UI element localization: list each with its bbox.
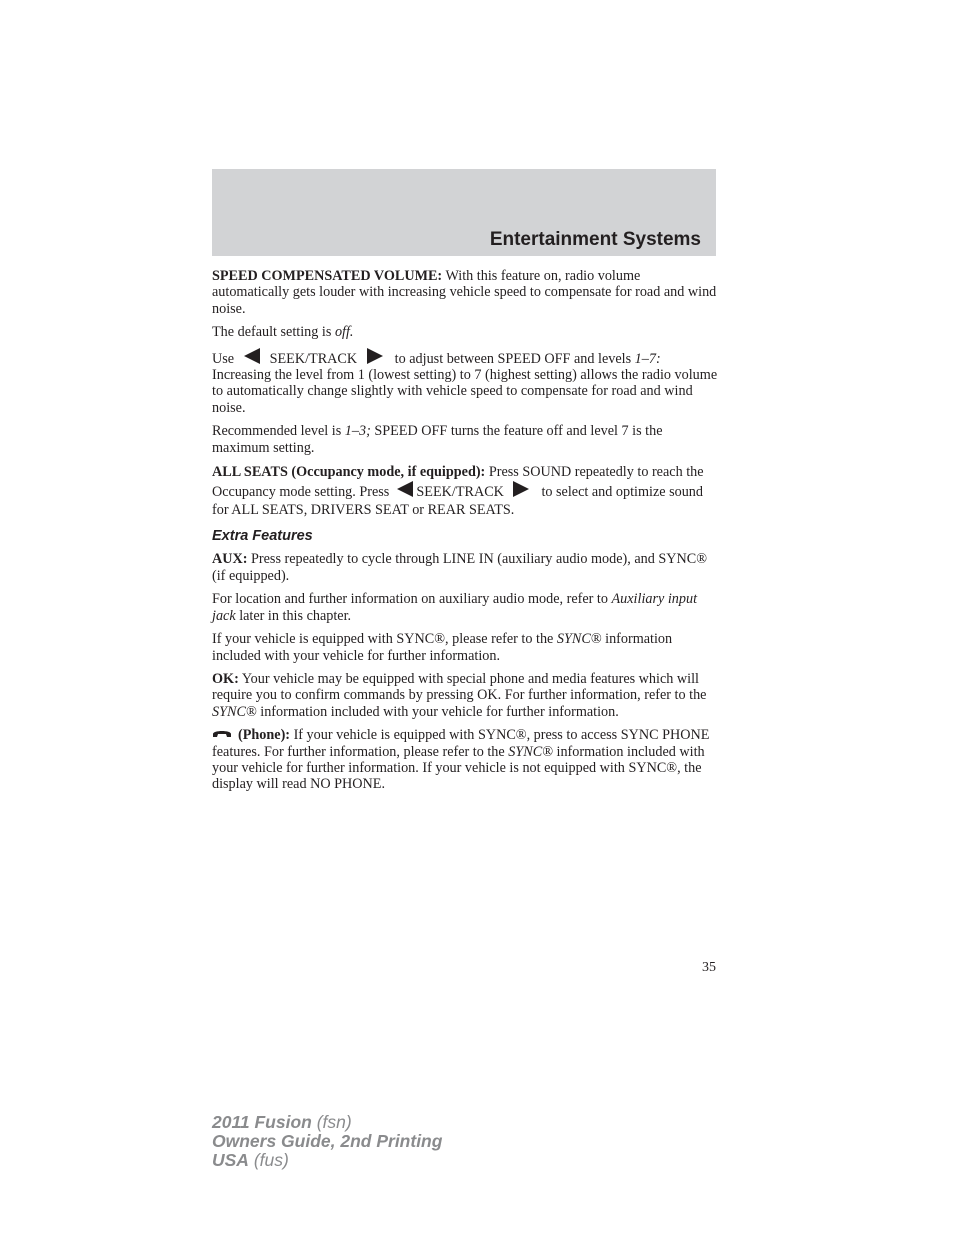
paragraph-sync-info bbox=[212, 631, 718, 664]
label-phone: (Phone): bbox=[238, 727, 291, 744]
document-footer bbox=[212, 1113, 442, 1170]
label-aux: AUX: bbox=[212, 551, 248, 568]
page-number: 35 bbox=[702, 960, 716, 975]
paragraph-ok bbox=[212, 671, 718, 720]
paragraph-aux bbox=[212, 551, 718, 584]
footer-line-region bbox=[212, 1151, 442, 1170]
footer-guide: Owners Guide, 2nd Printing bbox=[212, 1131, 443, 1151]
page-content bbox=[212, 268, 718, 800]
phone-handset-icon bbox=[212, 728, 232, 740]
label-all-seats: ALL SEATS (Occupancy mode, if equipped): bbox=[212, 464, 486, 481]
seek-right-triangle-icon bbox=[367, 348, 383, 364]
seek-left-triangle-icon bbox=[244, 348, 260, 364]
seek-right-triangle-icon bbox=[513, 481, 529, 497]
sync-reference: SYNC® bbox=[212, 703, 257, 720]
text-speed-off: SPEED OFF turns the feature off and level 7 is the maximum setting. bbox=[212, 423, 663, 456]
section-header-band bbox=[212, 169, 716, 256]
text-default-setting: The default setting is bbox=[212, 324, 335, 341]
auxiliary-input-jack-reference: Auxiliary input jack bbox=[212, 591, 698, 624]
text-speed-compensated-volume: With this feature on, radio volume automatically gets louder with increasing vehicle speed to compensate for road and wind noise. bbox=[212, 268, 717, 317]
text-recommended: Recommended level is bbox=[212, 423, 345, 440]
paragraph-all-seats bbox=[212, 463, 718, 519]
text-all-seats-select: to select and optimize sound for ALL SEATS, DRIVERS SEAT or REAR SEATS. bbox=[212, 484, 703, 519]
section-title: Entertainment Systems bbox=[489, 229, 701, 250]
text-aux: Press repeatedly to cycle through LINE IN (auxiliary audio mode), and SYNC® (if equipped). bbox=[212, 551, 708, 584]
paragraph-aux-info bbox=[212, 591, 718, 624]
footer-region-code: (fus) bbox=[248, 1150, 289, 1170]
seek-track-label: SEEK/TRACK bbox=[269, 350, 358, 367]
footer-region: USA bbox=[212, 1150, 249, 1170]
footer-line-model bbox=[212, 1113, 442, 1132]
text-all-seats: Press SOUND repeatedly to reach the Occupancy mode setting. Press bbox=[212, 464, 704, 501]
heading-extra-features: Extra Features bbox=[212, 528, 313, 545]
paragraph-speed-compensated-volume bbox=[212, 268, 718, 317]
text-sync-info-end: information included with your vehicle for further information. bbox=[212, 631, 673, 664]
levels-range: 1–7: bbox=[634, 350, 661, 367]
text-ok-end: information included with your vehicle for further information. bbox=[256, 703, 619, 720]
text-sync-info: If your vehicle is equipped with SYNC®, please refer to the bbox=[212, 631, 557, 648]
text-increasing-level: Increasing the level from 1 (lowest setting) to 7 (highest setting) allows the radio volume to automatically change slightly with vehicle speed to compensate for road and wind noise. bbox=[212, 367, 718, 416]
footer-model-code: (fsn) bbox=[311, 1112, 352, 1132]
paragraph-recommended-level bbox=[212, 423, 718, 456]
footer-model: 2011 Fusion bbox=[212, 1112, 312, 1132]
text-aux-info: For location and further information on auxiliary audio mode, refer to bbox=[212, 591, 612, 608]
text-ok: Your vehicle may be equipped with special phone and media features which will require you to confirm commands by pressing OK. For further information, refer to the bbox=[212, 670, 707, 704]
paragraph-use-seek bbox=[212, 348, 718, 417]
text-adjust-levels: to adjust between SPEED OFF and levels bbox=[394, 350, 635, 367]
footer-line-guide bbox=[212, 1132, 442, 1151]
paragraph-phone bbox=[212, 727, 718, 793]
paragraph-default-setting bbox=[212, 324, 718, 340]
text-phone-end: information included with your vehicle for further information. If your vehicle is not equipped with SYNC®, the display will read NO PHONE. bbox=[212, 743, 705, 793]
sync-reference: SYNC® bbox=[556, 631, 602, 648]
label-speed-compensated-volume: SPEED COMPENSATED VOLUME: bbox=[212, 268, 443, 284]
label-ok: OK: bbox=[212, 670, 239, 687]
recommended-level-value: 1–3; bbox=[344, 423, 371, 440]
seek-left-triangle-icon bbox=[397, 481, 413, 497]
sync-reference: SYNC® bbox=[508, 743, 553, 760]
text-use: Use bbox=[212, 350, 235, 367]
seek-track-label: SEEK/TRACK bbox=[416, 484, 504, 501]
text-phone: If your vehicle is equipped with SYNC®, press to access SYNC PHONE features. For further information, please refer to the bbox=[212, 727, 710, 760]
text-aux-info-end: later in this chapter. bbox=[235, 607, 352, 624]
value-default-setting: off. bbox=[334, 324, 354, 341]
